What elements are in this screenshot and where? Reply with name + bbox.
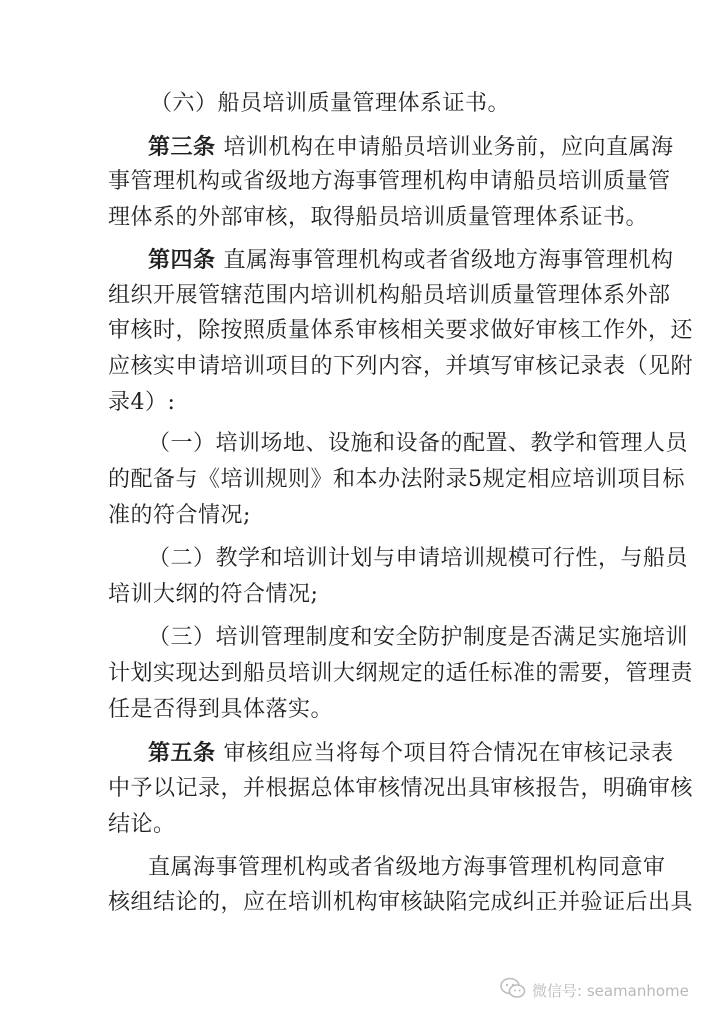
wechat-watermark xyxy=(500,975,710,1005)
paragraph-line: 事管理机构或省级地方海事管理机构申请船员培训质量管 xyxy=(108,169,671,194)
paragraph-line: 任是否得到具体落实。 xyxy=(108,697,334,722)
paragraph-line: 计划实现达到船员培训大纲规定的适任标准的需要，管理责 xyxy=(108,661,694,686)
paragraph-line: （三）培训管理制度和安全防护制度是否满足实施培训 xyxy=(148,625,689,650)
article-label: 第三条 xyxy=(148,134,216,160)
paragraph-line: 录4）: xyxy=(108,390,176,415)
paragraph-line: 直属海事管理机构或者省级地方海事管理机构同意审 xyxy=(148,855,666,880)
article-3-first-line xyxy=(148,134,674,160)
article-5-first-line xyxy=(148,740,674,766)
paragraph-line: 培训大纲的符合情况; xyxy=(108,582,319,607)
paragraph-line: 审核组应当将每个项目符合情况在审核记录表 xyxy=(223,741,674,766)
paragraph-line: 审核时，除按照质量体系审核相关要求做好审核工作外，还 xyxy=(108,318,694,343)
paragraph-line: （六）船员培训质量管理体系证书。 xyxy=(150,91,511,116)
article-label: 第五条 xyxy=(148,740,216,766)
paragraph-line: （一）培训场地、设施和设备的配置、教学和管理人员 xyxy=(148,431,689,456)
paragraph-line: 中予以记录，并根据总体审核情况出具审核报告，明确审核 xyxy=(108,776,694,801)
paragraph-line: 培训机构在申请船员培训业务前，应向直属海 xyxy=(223,135,674,160)
paragraph-line: 理体系的外部审核，取得船员培训质量管理体系证书。 xyxy=(108,205,649,230)
article-4-first-line xyxy=(148,247,674,273)
paragraph-line: 直属海事管理机构或者省级地方海事管理机构 xyxy=(223,248,674,273)
paragraph-line: （二）教学和培训计划与申请培训规模可行性，与船员 xyxy=(148,546,689,571)
paragraph-line: 结论。 xyxy=(108,812,176,837)
paragraph-line: 的配备与《培训规则》和本办法附录5规定相应培训项目标 xyxy=(108,467,685,492)
paragraph-line: 应核实申请培训项目的下列内容，并填写审核记录表（见附 xyxy=(108,354,694,379)
paragraph-line: 准的符合情况; xyxy=(108,503,251,528)
wechat-icon xyxy=(500,977,526,1003)
paragraph-line: 组织开展管辖范围内培训机构船员培训质量管理体系外部 xyxy=(108,283,671,308)
paragraph-line: 核组结论的，应在培训机构审核缺陷完成纠正并验证后出具 xyxy=(108,890,694,915)
watermark-text: 微信号: seamanhome xyxy=(532,981,689,1000)
article-label: 第四条 xyxy=(148,247,216,273)
